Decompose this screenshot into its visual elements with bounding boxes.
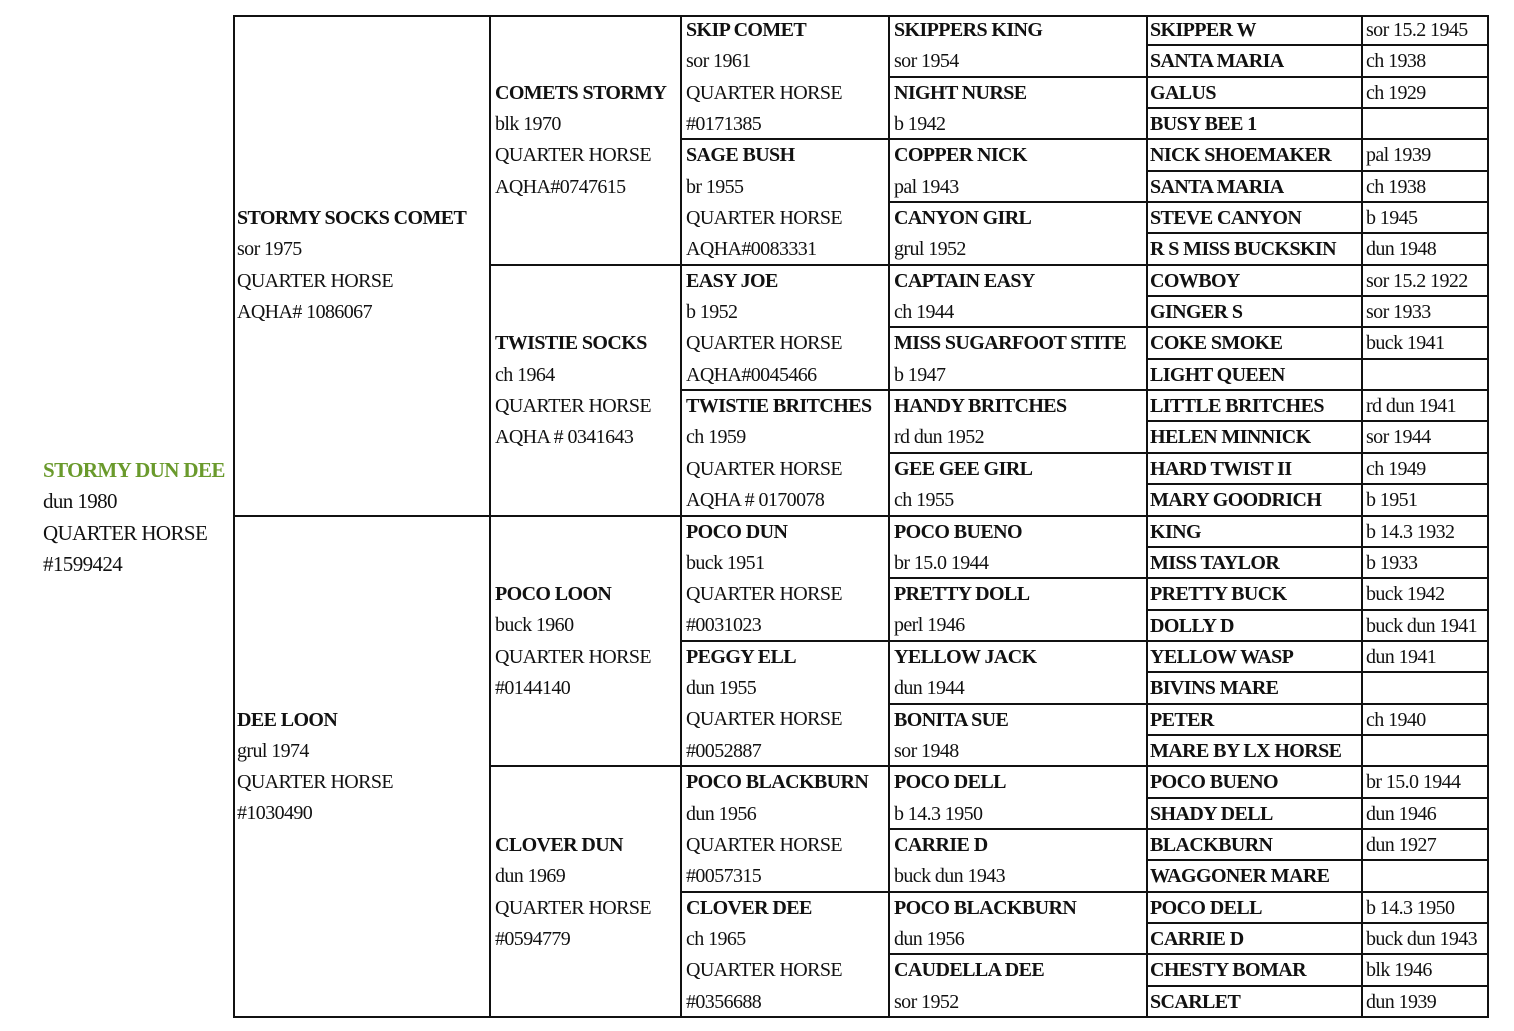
horse-detail: dun 1939 [1366, 990, 1437, 1013]
horse-name: SKIP COMET [686, 19, 807, 41]
horse-breed: QUARTER HORSE [237, 771, 394, 794]
horse-detail: dun 1956 [686, 802, 757, 825]
horse-name: CAUDELLA DEE [894, 959, 1045, 982]
gen2-entry [491, 579, 682, 704]
subject-registration: #1599424 [43, 551, 123, 576]
horse-name: CARRIE D [894, 833, 988, 856]
horse-name: DEE LOON [237, 708, 338, 731]
gen3-entry [682, 642, 890, 767]
gen3-entry [682, 767, 890, 892]
subject-breed: QUARTER HORSE [43, 520, 208, 545]
gen5-detail-cell [1363, 548, 1489, 579]
gen4-entry [890, 391, 1148, 454]
gen5-detail-cell [1363, 78, 1489, 109]
horse-name: POCO BLACKBURN [894, 896, 1077, 919]
horse-detail: perl 1946 [894, 614, 965, 637]
horse-name: SCARLET [1150, 990, 1241, 1013]
horse-breed: QUARTER HORSE [495, 645, 652, 668]
horse-detail: ch 1965 [686, 927, 746, 950]
horse-detail: blk 1946 [1366, 959, 1432, 982]
horse-name: CLOVER DEE [686, 896, 812, 919]
horse-detail: ch 1964 [495, 363, 555, 386]
gen5-detail-cell [1363, 297, 1489, 328]
horse-detail: br 15.0 1944 [894, 551, 989, 574]
gen5-name-cell [1148, 203, 1363, 234]
gen4-entry [890, 517, 1148, 580]
horse-name: YELLOW WASP [1150, 645, 1294, 668]
horse-detail: dun 1956 [894, 927, 965, 950]
horse-name: POCO DELL [894, 771, 1006, 794]
horse-breed: QUARTER HORSE [686, 81, 843, 104]
gen5-detail-cell [1363, 830, 1489, 861]
gen4-entry [890, 955, 1148, 1018]
horse-name: SKIPPER W [1150, 19, 1256, 41]
gen5-name-cell [1148, 830, 1363, 861]
gen5-name-cell [1148, 517, 1363, 548]
horse-detail: b 1942 [894, 112, 946, 135]
gen3-entry [682, 391, 890, 516]
horse-name: MISS SUGARFOOT STITE [894, 332, 1127, 355]
horse-name: CAPTAIN EASY [894, 269, 1035, 292]
gen5-detail-cell [1363, 579, 1489, 610]
horse-registration: #0031023 [686, 614, 762, 637]
horse-detail: dun 1948 [1366, 238, 1437, 261]
horse-detail [1366, 736, 1487, 767]
gen5-name-cell [1148, 799, 1363, 830]
gen5-detail-cell [1363, 266, 1489, 297]
gen5-detail-cell [1363, 517, 1489, 548]
gen5-name-cell [1148, 422, 1363, 453]
horse-name: PRETTY BUCK [1150, 583, 1287, 606]
gen5-detail-cell [1363, 15, 1489, 46]
horse-detail: b 1947 [894, 363, 946, 386]
horse-registration: #0052887 [686, 739, 762, 762]
horse-name: COMETS STORMY [495, 81, 667, 104]
horse-registration: #1030490 [237, 802, 313, 825]
gen5-name-cell [1148, 611, 1363, 642]
horse-name: POCO BUENO [894, 520, 1022, 543]
horse-detail: ch 1929 [1366, 81, 1426, 104]
horse-name: SANTA MARIA [1150, 175, 1284, 198]
gen5-detail-cell [1363, 924, 1489, 955]
gen5-detail-cell [1363, 736, 1489, 767]
gen4-entry [890, 266, 1148, 329]
horse-breed: QUARTER HORSE [686, 332, 843, 355]
gen5-detail-cell [1363, 140, 1489, 171]
horse-detail: buck 1960 [495, 614, 574, 637]
horse-registration: #0144140 [495, 677, 571, 700]
gen5-detail-cell [1363, 360, 1489, 391]
horse-name: COWBOY [1150, 269, 1240, 292]
horse-detail: dun 1955 [686, 677, 757, 700]
gen5-detail-cell [1363, 767, 1489, 798]
horse-detail: ch 1944 [894, 301, 954, 324]
horse-name: R S MISS BUCKSKIN [1150, 238, 1336, 261]
horse-breed: QUARTER HORSE [495, 395, 652, 418]
horse-name: TWISTIE SOCKS [495, 332, 647, 355]
horse-detail: ch 1955 [894, 489, 954, 512]
gen5-name-cell [1148, 172, 1363, 203]
horse-registration: AQHA#0747615 [495, 175, 626, 198]
gen4-entry [890, 642, 1148, 705]
gen5-name-cell [1148, 297, 1363, 328]
horse-name: POCO DUN [686, 520, 788, 543]
gen5-detail-cell [1363, 46, 1489, 77]
horse-name: GINGER S [1150, 301, 1243, 324]
gen5-name-cell [1148, 360, 1363, 391]
horse-registration: #0171385 [686, 112, 762, 135]
gen3-entry [682, 893, 890, 1018]
horse-detail: sor 1975 [237, 238, 302, 261]
horse-name: HANDY BRITCHES [894, 395, 1067, 418]
horse-detail [1366, 109, 1487, 140]
gen5-name-cell [1148, 736, 1363, 767]
gen4-entry [890, 705, 1148, 768]
horse-breed: QUARTER HORSE [686, 708, 843, 731]
horse-detail: ch 1938 [1366, 50, 1426, 73]
gen5-name-cell [1148, 548, 1363, 579]
horse-detail: rd dun 1941 [1366, 395, 1457, 418]
gen2-entry [491, 78, 682, 203]
gen5-name-cell [1148, 924, 1363, 955]
horse-name: COPPER NICK [894, 144, 1027, 167]
gen3-entry [682, 517, 890, 642]
gen5-detail-cell [1363, 799, 1489, 830]
gen5-name-cell [1148, 485, 1363, 516]
horse-name: COKE SMOKE [1150, 332, 1283, 355]
gen5-detail-cell [1363, 109, 1489, 140]
gen5-name-cell [1148, 15, 1363, 46]
horse-name: GEE GEE GIRL [894, 457, 1033, 480]
horse-detail: b 1945 [1366, 207, 1418, 230]
gen4-entry [890, 830, 1148, 893]
horse-name: GALUS [1150, 81, 1216, 104]
horse-name: HELEN MINNICK [1150, 426, 1311, 449]
horse-detail: sor 1944 [1366, 426, 1431, 449]
gen4-entry [890, 140, 1148, 203]
gen5-detail-cell [1363, 955, 1489, 986]
horse-detail: sor 15.2 1945 [1366, 19, 1468, 41]
horse-detail: dun 1941 [1366, 645, 1437, 668]
gen5-name-cell [1148, 767, 1363, 798]
gen4-entry [890, 454, 1148, 517]
horse-name: PETER [1150, 708, 1214, 731]
horse-breed: QUARTER HORSE [686, 206, 843, 229]
horse-name: CANYON GIRL [894, 207, 1032, 230]
horse-detail [1366, 360, 1487, 391]
gen3-entry [682, 140, 890, 265]
gen5-name-cell [1148, 109, 1363, 140]
horse-name: BONITA SUE [894, 708, 1009, 731]
horse-detail: br 15.0 1944 [1366, 771, 1461, 794]
gen4-entry [890, 328, 1148, 391]
gen5-detail-cell [1363, 893, 1489, 924]
horse-name: CARRIE D [1150, 927, 1244, 950]
gen5-name-cell [1148, 642, 1363, 673]
gen5-name-cell [1148, 328, 1363, 359]
gen5-detail-cell [1363, 234, 1489, 265]
gen5-detail-cell [1363, 454, 1489, 485]
horse-detail: sor 1948 [894, 739, 959, 762]
horse-name: BLACKBURN [1150, 833, 1273, 856]
horse-detail [1366, 673, 1487, 704]
horse-breed: QUARTER HORSE [686, 457, 843, 480]
horse-detail: sor 1961 [686, 50, 751, 73]
horse-name: HARD TWIST II [1150, 457, 1292, 480]
horse-name: BUSY BEE 1 [1150, 113, 1257, 136]
horse-name: MARY GOODRICH [1150, 489, 1322, 512]
horse-name: POCO LOON [495, 583, 612, 606]
gen5-name-cell [1148, 579, 1363, 610]
horse-detail: sor 1933 [1366, 301, 1431, 324]
horse-detail: ch 1949 [1366, 457, 1426, 480]
horse-detail: rd dun 1952 [894, 426, 985, 449]
horse-detail: b 1933 [1366, 551, 1418, 574]
horse-registration: AQHA# 1086067 [237, 300, 372, 323]
horse-detail: dun 1969 [495, 865, 566, 888]
horse-detail: buck 1941 [1366, 332, 1445, 355]
horse-breed: QUARTER HORSE [495, 144, 652, 167]
gen4-entry [890, 15, 1148, 78]
gen5-detail-cell [1363, 391, 1489, 422]
horse-name: STORMY SOCKS COMET [237, 207, 467, 230]
gen4-entry [890, 203, 1148, 266]
horse-registration: #0057315 [686, 865, 762, 888]
horse-name: CHESTY BOMAR [1150, 959, 1306, 982]
horse-detail [1366, 861, 1487, 892]
gen5-detail-cell [1363, 642, 1489, 673]
gen3-entry [682, 266, 890, 391]
horse-name: PEGGY ELL [686, 645, 796, 668]
horse-detail: grul 1952 [894, 238, 966, 261]
horse-name: EASY JOE [686, 269, 778, 292]
horse-registration: AQHA#0045466 [686, 363, 817, 386]
horse-breed: QUARTER HORSE [686, 583, 843, 606]
gen5-name-cell [1148, 861, 1363, 892]
horse-detail: buck dun 1943 [1366, 927, 1478, 950]
gen5-detail-cell [1363, 328, 1489, 359]
gen4-entry [890, 893, 1148, 956]
horse-name: TWISTIE BRITCHES [686, 395, 872, 418]
horse-name: STEVE CANYON [1150, 207, 1302, 230]
gen2-entry [491, 830, 682, 955]
horse-detail: pal 1939 [1366, 144, 1431, 167]
horse-name: SAGE BUSH [686, 144, 795, 167]
horse-name: DOLLY D [1150, 614, 1234, 637]
gen5-name-cell [1148, 140, 1363, 171]
gen5-name-cell [1148, 955, 1363, 986]
horse-registration: #0594779 [495, 927, 571, 950]
gen5-name-cell [1148, 234, 1363, 265]
gen4-entry [890, 579, 1148, 642]
gen5-name-cell [1148, 893, 1363, 924]
gen5-name-cell [1148, 391, 1363, 422]
horse-breed: QUARTER HORSE [495, 896, 652, 919]
horse-detail: dun 1944 [894, 677, 965, 700]
horse-detail: buck 1942 [1366, 583, 1445, 606]
horse-name: MARE BY LX HORSE [1150, 739, 1342, 762]
horse-name: SKIPPERS KING [894, 19, 1043, 41]
horse-detail: blk 1970 [495, 112, 561, 135]
horse-detail: b 14.3 1950 [1366, 896, 1455, 919]
gen5-detail-cell [1363, 485, 1489, 516]
horse-registration: AQHA # 0341643 [495, 426, 634, 449]
horse-detail: ch 1940 [1366, 708, 1426, 731]
horse-name: LIGHT QUEEN [1150, 363, 1285, 386]
horse-detail: ch 1938 [1366, 175, 1426, 198]
horse-name: SHADY DELL [1150, 802, 1273, 825]
gen5-name-cell [1148, 78, 1363, 109]
horse-detail: dun 1946 [1366, 802, 1437, 825]
horse-detail: sor 1952 [894, 990, 959, 1013]
gen5-name-cell [1148, 705, 1363, 736]
horse-name: CLOVER DUN [495, 833, 623, 856]
gen4-entry [890, 78, 1148, 141]
horse-name: MISS TAYLOR [1150, 551, 1280, 574]
horse-detail: b 14.3 1932 [1366, 520, 1455, 543]
gen5-name-cell [1148, 266, 1363, 297]
horse-detail: b 1952 [686, 301, 738, 324]
horse-name: KING [1150, 520, 1201, 543]
horse-registration: AQHA#0083331 [686, 238, 817, 261]
gen5-name-cell [1148, 673, 1363, 704]
horse-detail: ch 1959 [686, 426, 746, 449]
horse-name: WAGGONER MARE [1150, 865, 1330, 888]
gen5-detail-cell [1363, 673, 1489, 704]
horse-breed: QUARTER HORSE [686, 959, 843, 982]
gen2-entry [491, 328, 682, 453]
horse-detail: b 1951 [1366, 489, 1418, 512]
gen3-entry [682, 15, 890, 140]
horse-detail: dun 1927 [1366, 833, 1437, 856]
horse-name: POCO BLACKBURN [686, 771, 869, 794]
horse-detail: br 1955 [686, 175, 744, 198]
horse-breed: QUARTER HORSE [237, 269, 394, 292]
gen5-detail-cell [1363, 611, 1489, 642]
horse-detail: buck dun 1943 [894, 865, 1006, 888]
horse-name: SANTA MARIA [1150, 50, 1284, 73]
gen5-name-cell [1148, 454, 1363, 485]
horse-detail: grul 1974 [237, 739, 309, 762]
horse-name: POCO BUENO [1150, 771, 1278, 794]
horse-name: NIGHT NURSE [894, 81, 1027, 104]
gen5-name-cell [1148, 46, 1363, 77]
horse-name: NICK SHOEMAKER [1150, 144, 1332, 167]
gen5-detail-cell [1363, 203, 1489, 234]
horse-name: BIVINS MARE [1150, 677, 1279, 700]
horse-registration: #0356688 [686, 990, 762, 1013]
horse-detail: sor 1954 [894, 50, 959, 73]
horse-breed: QUARTER HORSE [686, 833, 843, 856]
gen5-detail-cell [1363, 705, 1489, 736]
horse-detail: sor 15.2 1922 [1366, 269, 1468, 292]
horse-detail: pal 1943 [894, 175, 959, 198]
gen5-detail-cell [1363, 422, 1489, 453]
gen5-name-cell [1148, 987, 1363, 1018]
gen5-detail-cell [1363, 172, 1489, 203]
gen5-detail-cell [1363, 987, 1489, 1018]
subject-horse [43, 455, 228, 580]
subject-detail: dun 1980 [43, 489, 117, 514]
horse-name: PRETTY DOLL [894, 583, 1030, 606]
horse-detail: buck 1951 [686, 551, 765, 574]
gen1-entry [233, 705, 491, 830]
gen1-entry [233, 203, 491, 328]
gen5-detail-cell [1363, 861, 1489, 892]
gen4-entry [890, 767, 1148, 830]
horse-name: LITTLE BRITCHES [1150, 395, 1324, 418]
horse-name: POCO DELL [1150, 896, 1262, 919]
horse-name: YELLOW JACK [894, 645, 1037, 668]
subject-name: STORMY DUN DEE [43, 458, 225, 482]
horse-detail: b 14.3 1950 [894, 802, 983, 825]
horse-registration: AQHA # 0170078 [686, 489, 825, 512]
horse-detail: buck dun 1941 [1366, 614, 1478, 637]
